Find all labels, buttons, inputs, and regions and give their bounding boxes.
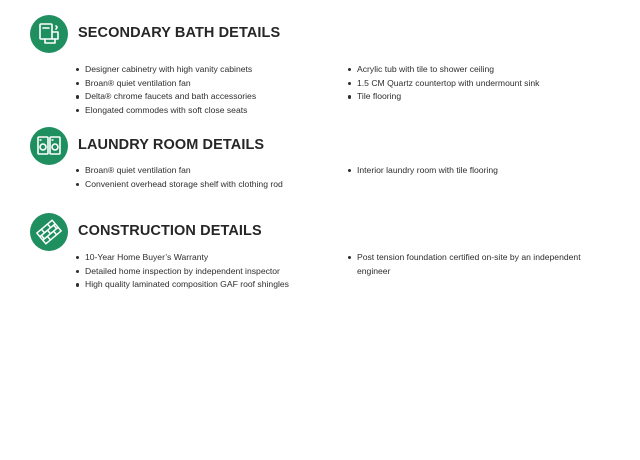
list-item: Interior laundry room with tile flooring: [348, 164, 610, 178]
list-item: 10-Year Home Buyer’s Warranty: [76, 251, 326, 265]
list-item: High quality laminated composition GAF roof shingles: [76, 278, 326, 292]
section-title: SECONDARY BATH DETAILS: [78, 25, 281, 41]
feature-list-right: [348, 164, 610, 178]
list-item: Detailed home inspection by independent inspector: [76, 265, 326, 279]
list-item: Broan® quiet ventilation fan: [76, 164, 326, 178]
list-item: Elongated commodes with soft close seats: [76, 104, 326, 118]
list-item: Designer cabinetry with high vanity cabinets: [76, 63, 326, 77]
list-item: 1.5 CM Quartz countertop with undermount sink: [348, 77, 610, 91]
feature-list-left: [76, 251, 326, 292]
feature-list-right: [348, 63, 610, 104]
brick-wall-icon: [30, 213, 68, 251]
list-item: Broan® quiet ventilation fan: [76, 77, 326, 91]
list-item: Tile flooring: [348, 90, 610, 104]
section-title: CONSTRUCTION DETAILS: [78, 223, 262, 239]
feature-list-left: [76, 63, 326, 117]
feature-list-left: [76, 164, 326, 191]
list-item: Convenient overhead storage shelf with clothing rod: [76, 178, 326, 192]
list-item: Post tension foundation certified on-site by an independent engineer: [348, 251, 598, 278]
washer-dryer-icon: [30, 127, 68, 165]
list-item: Delta® chrome faucets and bath accessories: [76, 90, 326, 104]
bathroom-icon: [30, 15, 68, 53]
section-title: LAUNDRY ROOM DETAILS: [78, 137, 265, 153]
list-item: Acrylic tub with tile to shower ceiling: [348, 63, 610, 77]
feature-list-right: [348, 251, 598, 278]
